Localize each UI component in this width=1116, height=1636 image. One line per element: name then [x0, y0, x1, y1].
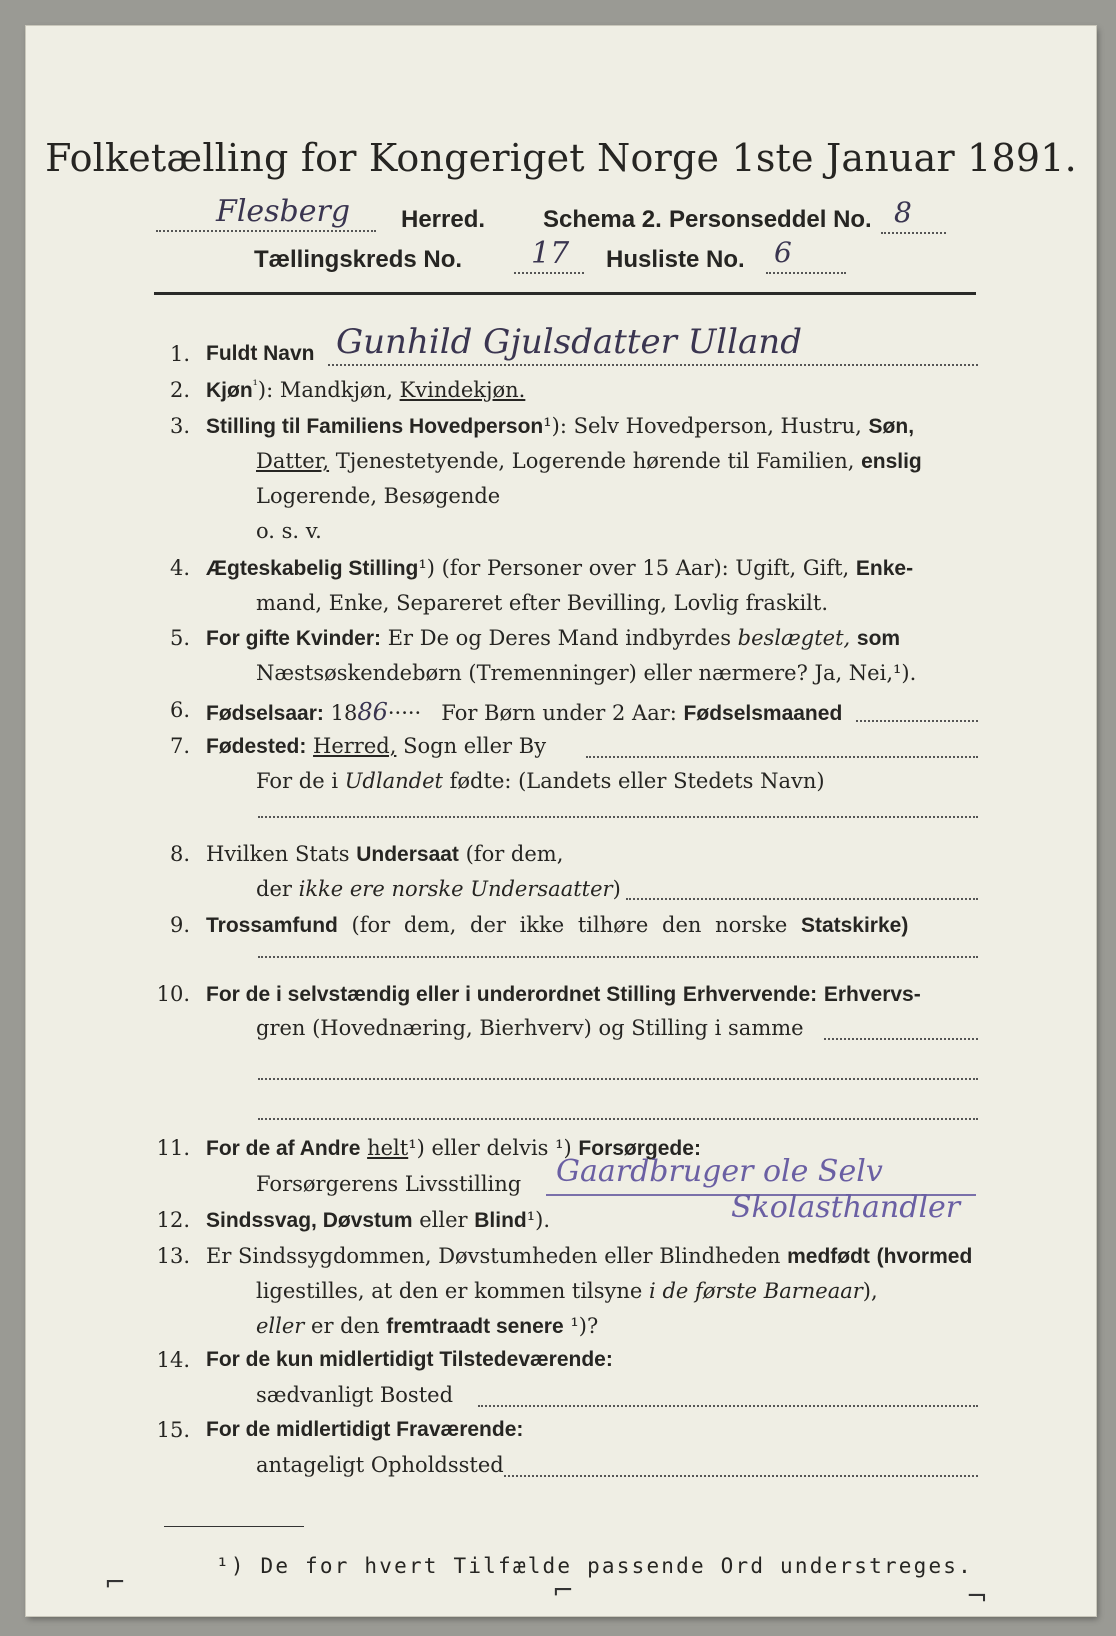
kreds-value: 17 — [531, 236, 570, 271]
footnote: ¹) De for hvert Tilfælde passende Ord understreges. — [216, 1554, 973, 1578]
q13-line3: eller er den fremtraadt senere ¹)? — [256, 1314, 599, 1338]
q8-line2: der ikke ere norske Undersaatter) — [256, 877, 621, 901]
personseddel-label: Personseddel No. — [669, 206, 872, 233]
census-form-page: Folketælling for Kongeriget Norge 1ste Januar 1891. Flesberg Herred. Schema 2. Personseddel No. 8 Tællingskreds No. 17 Husliste No. 6 1. Fuldt Navn Gunhild Gjulsdatter Ulland 2. Kjøn$^{^1}$): Mandkjøn, Kvindekjøn. 3. Stilling til Familiens Hovedperson¹): Selv Hovedperson, Hustru, Søn, Datter, Tjenestetyende, Logerende hørende til Familien, enslig Logerende, Besøgende o. s. v. 4. Ægteskabelig Stilling¹) (for Personer over 15 Aar): Ugift, Gift, Enke- mand, Enke, Separeret efter Bevilling, Lovlig fraskilt. 5. For gifte Kvinder: Er De og Deres Mand indbyrdes beslægtet, som Næstsøskendebørn (Tremenninger) eller nærmere? Ja, Nei,¹). 6. Fødselsaar: 1886····· For Børn under 2 Aar: Fødselsmaaned 7. Fødested: Herred, Sogn eller By For de i Udlandet fødte: (Landets eller Stedets Navn) 8. Hvilken Stats Undersaat (for dem, der ikke ere norske Undersaatter) 9. Trossamfund (for dem, der ikke tilhøre den norske Statskirke) 10. For de i selvstændig eller i underordnet Stilling Erhvervende: Erhvervs- gren (Hovednæring, Bierhverv) og Stilling i samme 11. For de af Andre helt¹) eller delvis ¹) Forsørgede: Forsørgerens Livsstilling Gaardbruger ole Selv 12. Sindssvag, Døvstum eller Blind¹). Skolasthandler 13. Er Sindssygdommen, Døvstumheden eller Blindheden medfødt (hvormed ligestilles, at den er kommen tilsyne i de første Barneaar), eller er den fremtraadt senere ¹)? 14. For de kun midlertidigt Tilstedeværende: sædvanligt Bosted 15. For de midlertidigt Fraværende: antageligt Opholdssted ¹) De for hvert Tilfælde passende Ord understreges. ⌐ ⌐ ¬ — [26, 26, 1096, 1616]
q12-line1: Sindssvag, Døvstum eller Blind¹). — [206, 1208, 551, 1232]
q9-line1: Trossamfund (for dem, der ikke tilhøre den norske Statskirke) — [206, 913, 909, 937]
q3-line3: Logerende, Besøgende — [256, 484, 501, 508]
q4-line2: mand, Enke, Separeret efter Bevilling, Lovlig fraskilt. — [256, 591, 829, 615]
herred-field — [156, 194, 386, 234]
q4-line1: Ægteskabelig Stilling¹) (for Personer over 15 Aar): Ugift, Gift, Enke- — [206, 556, 914, 580]
q15-label: For de midlertidigt Fraværende: — [206, 1418, 524, 1441]
q3-line4: o. s. v. — [256, 519, 322, 543]
q7-line1: Fødested: Herred, Sogn eller By — [206, 734, 547, 758]
herred-value: Flesberg — [216, 194, 351, 229]
q13-line1: Er Sindssygdommen, Døvstumheden eller Blindheden medfødt (hvormed — [206, 1244, 973, 1268]
husliste-value: 6 — [774, 236, 792, 269]
q14-line2: sædvanligt Bosted — [256, 1383, 454, 1407]
q2-text: Kjøn$^{^1}$): Mandkjøn, Kvindekjøn. — [206, 378, 526, 402]
q12-answer-note: Skolasthandler — [731, 1190, 961, 1225]
q3-line2: Datter, Tjenestetyende, Logerende hørende til Familien, enslig — [256, 449, 922, 473]
header-rule — [154, 292, 976, 295]
q14-label: For de kun midlertidigt Tilstedeværende: — [206, 1348, 613, 1371]
q6-line: Fødselsaar: 1886····· For Børn under 2 Aar: Fødselsmaaned — [206, 698, 843, 726]
q13-line2: ligestilles, at den er kommen tilsyne i de første Barneaar), — [256, 1279, 878, 1303]
q2-selected-kvindekjon: Kvindekjøn. — [399, 378, 526, 402]
q8-line1: Hvilken Stats Undersaat (for dem, — [206, 842, 564, 866]
kreds-label: Tællingskreds No. — [254, 246, 463, 273]
edge-mark-left: ⌐ — [104, 1568, 126, 1598]
q1-answer-name: Gunhild Gjulsdatter Ulland — [336, 322, 802, 362]
q11-line1: For de af Andre helt¹) eller delvis ¹) Forsørgede: — [206, 1136, 701, 1160]
q11-line2: Forsørgerens Livsstilling — [256, 1172, 522, 1196]
q3-line1: Stilling til Familiens Hovedperson¹): Selv Hovedperson, Hustru, Søn, — [206, 414, 915, 438]
q7-line2: For de i Udlandet fødte: (Landets eller Stedets Navn) — [256, 769, 825, 793]
schema-label: Schema 2. — [543, 206, 662, 233]
q15-line2: antageligt Opholdssted — [256, 1453, 504, 1477]
husliste-label: Husliste No. — [606, 246, 745, 273]
form-title: Folketælling for Kongeriget Norge 1ste Januar 1891. — [45, 136, 1077, 180]
herred-label: Herred. — [401, 206, 486, 233]
q3-selected-datter: Datter, — [256, 449, 330, 473]
q10-line2: gren (Hovednæring, Bierhverv) og Stilling i samme — [256, 1016, 804, 1040]
q5-line1: For gifte Kvinder: Er De og Deres Mand indbyrdes beslægtet, som — [206, 626, 901, 650]
edge-mark-right: ¬ — [966, 1582, 988, 1612]
q7-selected-herred: Herred, — [313, 734, 397, 758]
q5-line2: Næstsøskendebørn (Tremenninger) eller nærmere? Ja, Nei,¹). — [256, 661, 917, 685]
personseddel-value: 8 — [894, 196, 912, 229]
q10-line1: For de i selvstændig eller i underordnet Stilling Erhvervende: Erhvervs- — [206, 983, 921, 1006]
q6-birth-year-value: 86 — [357, 698, 388, 726]
q11-answer-occupation: Gaardbruger ole Selv — [556, 1154, 883, 1189]
edge-mark-center: ⌐ — [552, 1576, 574, 1606]
footnote-rule — [164, 1526, 304, 1527]
q1-label: Fuldt Navn — [206, 342, 315, 365]
q11-selected-helt: helt — [367, 1136, 409, 1160]
